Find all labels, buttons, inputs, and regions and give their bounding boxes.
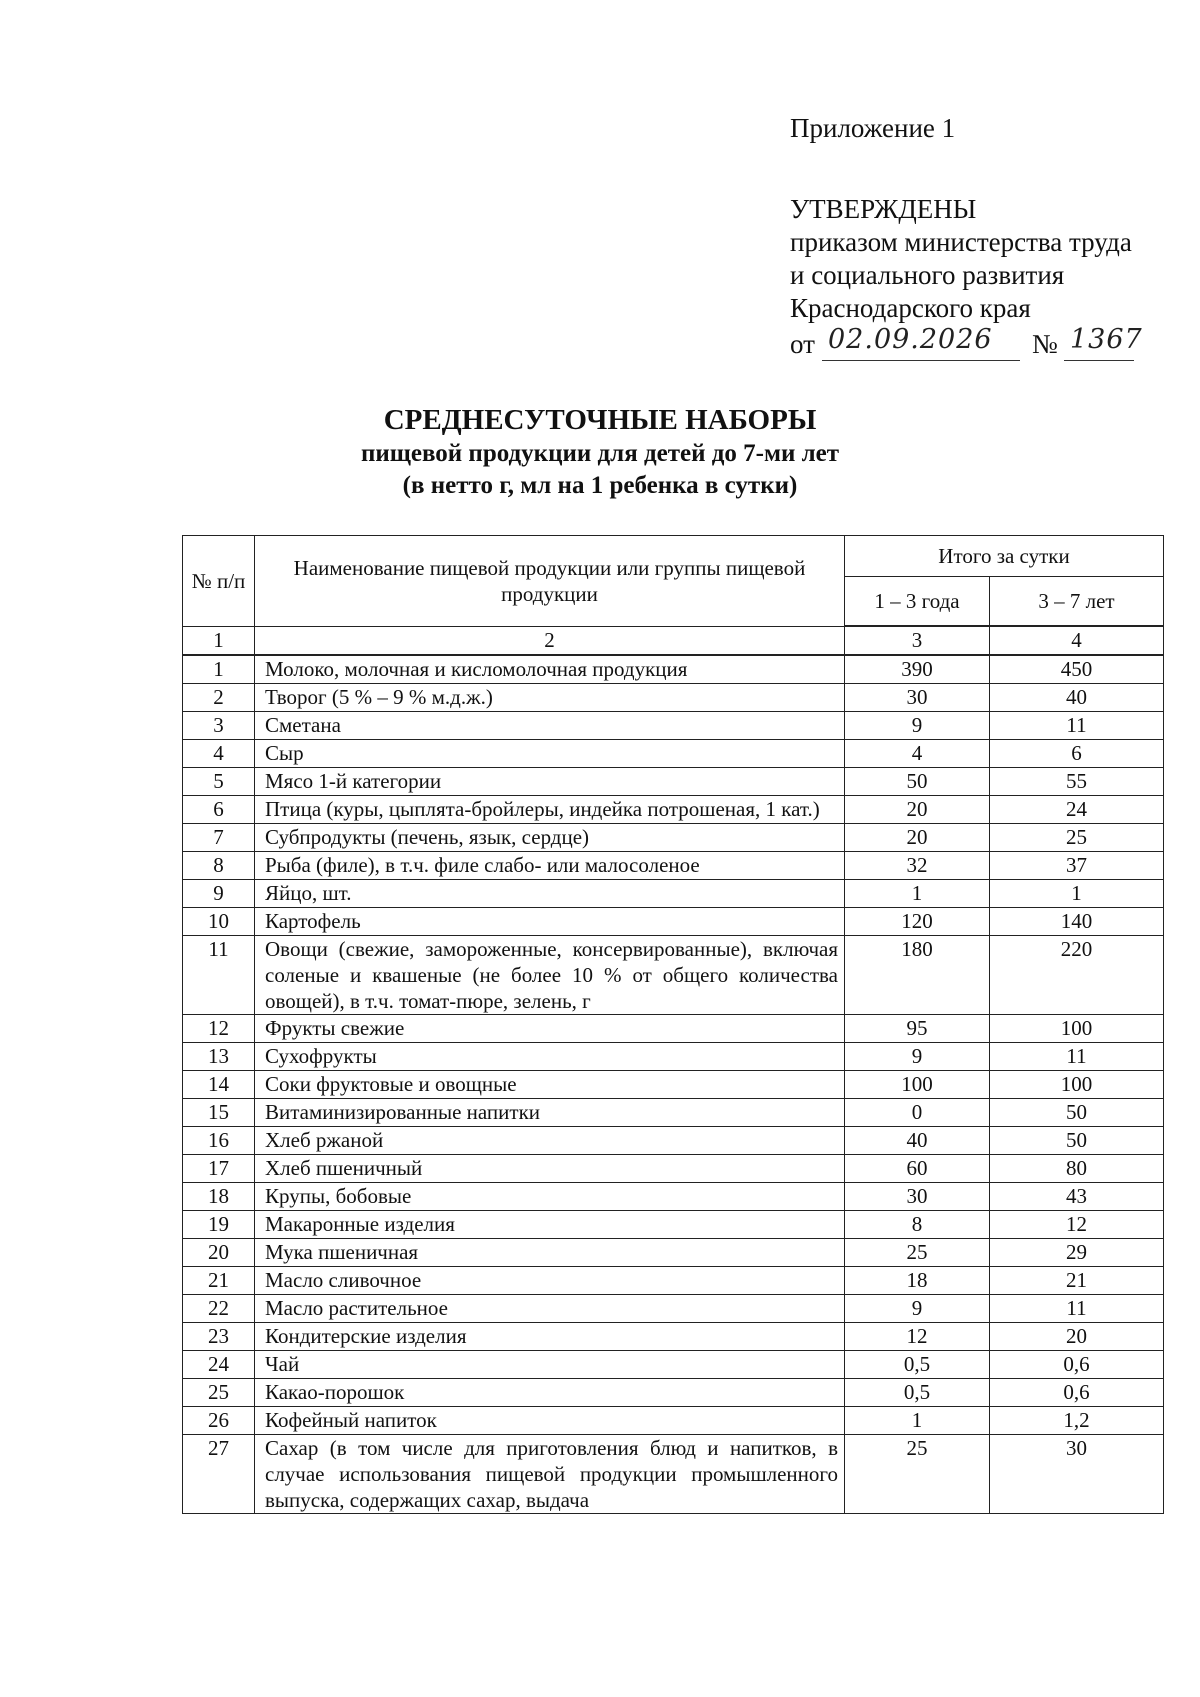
value-age-3-7: 100 (990, 1015, 1164, 1043)
row-number: 1 (183, 655, 255, 684)
value-age-3-7: 220 (990, 936, 1164, 1015)
header-name: Наименование пищевой продукции или группы пищевой продукции (255, 536, 845, 627)
approval-block (790, 112, 1170, 365)
title-line-3: (в нетто г, мл на 1 ребенка в сутки) (402, 472, 798, 499)
value-age-3-7: 25 (990, 824, 1164, 852)
row-number: 27 (183, 1435, 255, 1514)
product-name: Молоко, молочная и кисломолочная продукция (255, 655, 845, 684)
product-name: Сметана (255, 712, 845, 740)
table-row (183, 712, 1164, 740)
table-row (183, 1295, 1164, 1323)
document-title (0, 402, 1200, 502)
product-name: Крупы, бобовые (255, 1183, 845, 1211)
table-row (183, 1323, 1164, 1351)
row-number: 10 (183, 908, 255, 936)
value-age-3-7: 40 (990, 684, 1164, 712)
table-row (183, 1211, 1164, 1239)
table-row (183, 740, 1164, 768)
value-age-3-7: 12 (990, 1211, 1164, 1239)
date-prefix: от (790, 329, 815, 359)
date-underline (822, 360, 1020, 361)
row-number: 24 (183, 1351, 255, 1379)
product-name: Масло сливочное (255, 1267, 845, 1295)
value-age-1-3: 20 (845, 824, 990, 852)
value-age-3-7: 50 (990, 1127, 1164, 1155)
value-age-3-7: 50 (990, 1099, 1164, 1127)
row-number: 13 (183, 1043, 255, 1071)
product-name: Масло растительное (255, 1295, 845, 1323)
value-age-3-7: 43 (990, 1183, 1164, 1211)
product-name: Хлеб ржаной (255, 1127, 845, 1155)
row-number: 5 (183, 768, 255, 796)
table-row (183, 908, 1164, 936)
value-age-3-7: 11 (990, 1295, 1164, 1323)
product-name: Сыр (255, 740, 845, 768)
value-age-3-7: 11 (990, 712, 1164, 740)
value-age-3-7: 450 (990, 655, 1164, 684)
value-age-3-7: 0,6 (990, 1351, 1164, 1379)
value-age-1-3: 50 (845, 768, 990, 796)
product-name: Кофейный напиток (255, 1407, 845, 1435)
row-number: 15 (183, 1099, 255, 1127)
handwritten-number: 1367 (1070, 324, 1143, 355)
product-name: Творог (5 % – 9 % м.д.ж.) (255, 684, 845, 712)
column-number: 2 (255, 626, 845, 655)
value-age-3-7: 37 (990, 852, 1164, 880)
title-line-1: СРЕДНЕСУТОЧНЫЕ НАБОРЫ (383, 404, 817, 436)
column-number: 1 (183, 626, 255, 655)
table-row (183, 1127, 1164, 1155)
value-age-3-7: 0,6 (990, 1379, 1164, 1407)
approval-line-3: Краснодарского края (790, 293, 1031, 323)
value-age-3-7: 20 (990, 1323, 1164, 1351)
value-age-1-3: 180 (845, 936, 990, 1015)
row-number: 18 (183, 1183, 255, 1211)
row-number: 9 (183, 880, 255, 908)
row-number: 19 (183, 1211, 255, 1239)
header-age-3-7: 3 – 7 лет (990, 577, 1164, 627)
header-total: Итого за сутки (845, 536, 1164, 577)
approval-line-2: и социального развития (790, 260, 1065, 290)
row-number: 11 (183, 936, 255, 1015)
value-age-1-3: 95 (845, 1015, 990, 1043)
value-age-1-3: 9 (845, 712, 990, 740)
table-row (183, 1043, 1164, 1071)
product-name: Овощи (свежие, замороженные, консервированные), включая соленые и квашеные (не более 10 % от общего количества овощей), в т.ч. томат-пюре, зелень, г (255, 936, 845, 1015)
table-row (183, 852, 1164, 880)
approved-label: УТВЕРЖДЕНЫ (790, 194, 977, 224)
value-age-3-7: 29 (990, 1239, 1164, 1267)
product-name: Кондитерские изделия (255, 1323, 845, 1351)
value-age-3-7: 80 (990, 1155, 1164, 1183)
value-age-1-3: 30 (845, 1183, 990, 1211)
value-age-1-3: 25 (845, 1435, 990, 1514)
value-age-3-7: 30 (990, 1435, 1164, 1514)
row-number: 23 (183, 1323, 255, 1351)
value-age-1-3: 0 (845, 1099, 990, 1127)
product-name: Макаронные изделия (255, 1211, 845, 1239)
table-row (183, 824, 1164, 852)
value-age-1-3: 60 (845, 1155, 990, 1183)
number-prefix: № (1032, 329, 1058, 359)
product-name: Рыба (филе), в т.ч. филе слабо- или малосоленое (255, 852, 845, 880)
table-row (183, 1015, 1164, 1043)
product-name: Сахар (в том числе для приготовления блюд и напитков, в случае использования пищевой продукции промышленного выпуска, содержащих сахар, выдача (255, 1435, 845, 1514)
table-row (183, 1239, 1164, 1267)
row-number: 17 (183, 1155, 255, 1183)
value-age-1-3: 20 (845, 796, 990, 824)
product-name: Птица (куры, цыплята-бройлеры, индейка потрошеная, 1 кат.) (255, 796, 845, 824)
row-number: 25 (183, 1379, 255, 1407)
table-row (183, 1071, 1164, 1099)
value-age-1-3: 12 (845, 1323, 990, 1351)
value-age-1-3: 8 (845, 1211, 990, 1239)
row-number: 12 (183, 1015, 255, 1043)
value-age-1-3: 4 (845, 740, 990, 768)
value-age-1-3: 1 (845, 1407, 990, 1435)
value-age-1-3: 120 (845, 908, 990, 936)
table-row (183, 1099, 1164, 1127)
approval-line-1: приказом министерства труда (790, 227, 1132, 257)
column-number-row (183, 626, 1164, 655)
food-norms-table (182, 535, 1164, 1514)
product-name: Чай (255, 1351, 845, 1379)
value-age-3-7: 1 (990, 880, 1164, 908)
row-number: 6 (183, 796, 255, 824)
row-number: 16 (183, 1127, 255, 1155)
product-name: Фрукты свежие (255, 1015, 845, 1043)
title-line-2: пищевой продукции для детей до 7-ми лет (360, 440, 840, 467)
annex-label: Приложение 1 (790, 113, 956, 143)
value-age-3-7: 11 (990, 1043, 1164, 1071)
row-number: 8 (183, 852, 255, 880)
value-age-3-7: 100 (990, 1071, 1164, 1099)
value-age-1-3: 30 (845, 684, 990, 712)
table-row (183, 880, 1164, 908)
value-age-1-3: 40 (845, 1127, 990, 1155)
product-name: Картофель (255, 908, 845, 936)
header-num: № п/п (183, 536, 255, 627)
table-row (183, 1351, 1164, 1379)
value-age-3-7: 55 (990, 768, 1164, 796)
number-underline (1064, 360, 1134, 361)
row-number: 2 (183, 684, 255, 712)
table-row (183, 936, 1164, 1015)
row-number: 21 (183, 1267, 255, 1295)
product-name: Хлеб пшеничный (255, 1155, 845, 1183)
header-age-1-3: 1 – 3 года (845, 577, 990, 627)
product-name: Какао-порошок (255, 1379, 845, 1407)
value-age-1-3: 9 (845, 1043, 990, 1071)
row-number: 7 (183, 824, 255, 852)
table-row (183, 1183, 1164, 1211)
table-row (183, 1435, 1164, 1514)
row-number: 3 (183, 712, 255, 740)
product-name: Витаминизированные напитки (255, 1099, 845, 1127)
product-name: Сухофрукты (255, 1043, 845, 1071)
product-name: Мясо 1-й категории (255, 768, 845, 796)
value-age-1-3: 25 (845, 1239, 990, 1267)
table-row (183, 768, 1164, 796)
value-age-3-7: 1,2 (990, 1407, 1164, 1435)
product-name: Яйцо, шт. (255, 880, 845, 908)
table-row (183, 1407, 1164, 1435)
table-row (183, 684, 1164, 712)
column-number: 4 (990, 626, 1164, 655)
product-name: Субпродукты (печень, язык, сердце) (255, 824, 845, 852)
value-age-1-3: 9 (845, 1295, 990, 1323)
row-number: 4 (183, 740, 255, 768)
table-row (183, 1267, 1164, 1295)
order-date-number-line (790, 325, 1170, 365)
value-age-3-7: 21 (990, 1267, 1164, 1295)
product-name: Соки фруктовые и овощные (255, 1071, 845, 1099)
value-age-1-3: 390 (845, 655, 990, 684)
value-age-1-3: 0,5 (845, 1351, 990, 1379)
product-name: Мука пшеничная (255, 1239, 845, 1267)
value-age-3-7: 24 (990, 796, 1164, 824)
handwritten-date: 02.09.2026 (828, 324, 993, 355)
table-row (183, 796, 1164, 824)
table-row (183, 1379, 1164, 1407)
value-age-1-3: 0,5 (845, 1379, 990, 1407)
value-age-1-3: 18 (845, 1267, 990, 1295)
row-number: 22 (183, 1295, 255, 1323)
column-number: 3 (845, 626, 990, 655)
row-number: 26 (183, 1407, 255, 1435)
value-age-1-3: 1 (845, 880, 990, 908)
table-row (183, 655, 1164, 684)
table-row (183, 1155, 1164, 1183)
row-number: 20 (183, 1239, 255, 1267)
value-age-3-7: 140 (990, 908, 1164, 936)
row-number: 14 (183, 1071, 255, 1099)
value-age-1-3: 100 (845, 1071, 990, 1099)
value-age-3-7: 6 (990, 740, 1164, 768)
value-age-1-3: 32 (845, 852, 990, 880)
